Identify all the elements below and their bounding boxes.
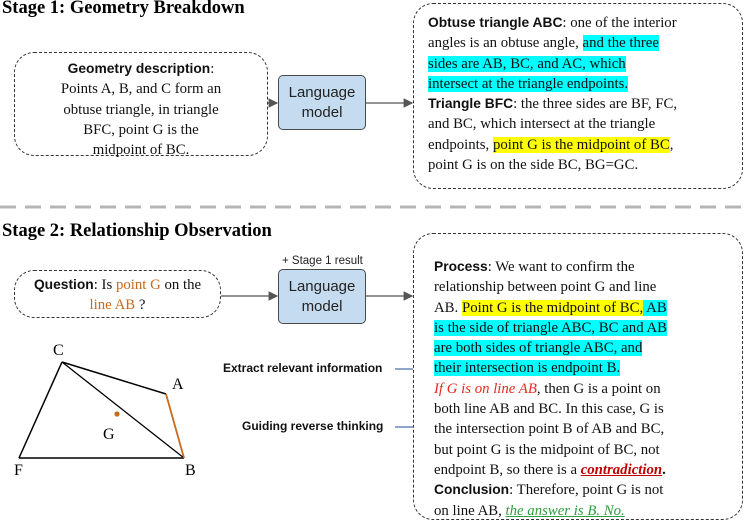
process-line-5 bbox=[434, 338, 667, 358]
stage1-model-line2: model bbox=[301, 103, 343, 121]
stage2-model-line1: Language bbox=[288, 277, 356, 295]
label-A: A bbox=[172, 376, 184, 393]
process-answer: the answer is B. No. bbox=[505, 502, 625, 519]
extract-annotation: Extract relevant information bbox=[223, 361, 383, 375]
segment-CA bbox=[62, 362, 166, 394]
process-hypothesis: If G is on line AB bbox=[434, 380, 537, 397]
triangle-bfc-text-1: : the three sides are BF, FC, bbox=[513, 96, 678, 113]
process-line-11 bbox=[434, 460, 667, 480]
process-line-12 bbox=[434, 480, 667, 500]
process-text-3: AB. bbox=[434, 299, 462, 316]
question-line-1 bbox=[15, 275, 220, 295]
process-ab-highlight: AB bbox=[643, 299, 667, 316]
segment-AB bbox=[166, 394, 184, 458]
process-line-8: both line AB and BC. In this case, G is bbox=[434, 401, 664, 418]
process-box bbox=[413, 233, 743, 520]
question-line-ab: line AB bbox=[89, 297, 136, 314]
triangle-bfc-comma: , bbox=[669, 136, 674, 153]
obtuse-triangle-text-2: angles is an obtuse angle, bbox=[428, 35, 583, 52]
process-highlight-5: are both sides of triangle ABC, and bbox=[434, 340, 643, 357]
process-text-13: on line AB, bbox=[434, 502, 506, 519]
process-line-10: but point G is the midpoint of BC, not bbox=[434, 441, 660, 458]
midpoint-G bbox=[114, 411, 119, 416]
process-line-2: relationship between point G and line bbox=[434, 279, 657, 296]
process-highlight-4: is the side of triangle ABC, BC and AB bbox=[434, 319, 668, 336]
process-text-7: , then G is a point on bbox=[536, 380, 661, 397]
segment-CF bbox=[19, 362, 62, 458]
triangle-bfc-text-3: endpoints, bbox=[428, 136, 493, 153]
label-B: B bbox=[185, 462, 196, 479]
label-C: C bbox=[53, 342, 64, 359]
stage1-model-line1: Language bbox=[288, 83, 356, 101]
process-line-3 bbox=[434, 298, 667, 318]
stage2-model-line2: model bbox=[301, 297, 343, 315]
process-text-12: : Therefore, point G is not bbox=[509, 482, 664, 499]
question-box bbox=[14, 270, 221, 318]
obtuse-triangle-highlight-3: intersect at the triangle endpoints. bbox=[428, 75, 629, 92]
process-line-1 bbox=[434, 257, 667, 277]
process-line-4 bbox=[434, 318, 667, 338]
conclusion-heading: Conclusion bbox=[434, 482, 510, 498]
question-text-3: ? bbox=[135, 297, 146, 314]
process-line-9: the intersection point B of AB and BC, bbox=[434, 421, 665, 438]
obtuse-triangle-highlight-2: sides are AB, BC, and AC, which bbox=[428, 55, 626, 72]
process-line-7 bbox=[434, 379, 667, 399]
process-contradiction: contradiction bbox=[580, 461, 663, 478]
process-text-1: : We want to confirm the bbox=[487, 259, 635, 275]
label-G: G bbox=[103, 426, 115, 443]
triangle-bfc-line-2: and BC, which intersect at the triangle bbox=[428, 116, 656, 133]
triangle-bfc-line-4: point G is on the side BC, BG=GC. bbox=[428, 157, 639, 174]
process-highlight-6: their intersection is endpoint B. bbox=[434, 360, 621, 377]
segment-CB bbox=[62, 362, 184, 458]
process-line-13 bbox=[434, 501, 667, 521]
process-line-6 bbox=[434, 358, 667, 378]
process-heading: Process bbox=[434, 259, 488, 274]
question-line-2 bbox=[15, 295, 220, 315]
stage1-result-label: + Stage 1 result bbox=[282, 255, 363, 267]
obtuse-triangle-heading: Obtuse triangle ABC bbox=[428, 15, 563, 30]
geometry-description-line-4: midpoint of BC. bbox=[92, 142, 190, 159]
question-heading: Question bbox=[33, 277, 94, 292]
question-text-2: on the bbox=[160, 277, 202, 293]
geometry-description-line-1: Points A, B, and C form an bbox=[60, 81, 222, 98]
geometry-description-heading: Geometry description bbox=[67, 61, 211, 76]
process-text-11: endpoint B, so there is a bbox=[434, 461, 581, 478]
reverse-annotation: Guiding reverse thinking bbox=[242, 419, 384, 433]
geometry-description-line-2: obtuse triangle, in triangle bbox=[63, 101, 219, 118]
question-text-1: Is bbox=[97, 277, 116, 293]
geometry-description-colon: : bbox=[210, 61, 215, 77]
obtuse-triangle-highlight-1: and the three bbox=[582, 35, 659, 52]
stage2-language-model-box bbox=[278, 269, 366, 324]
triangle-figure bbox=[19, 362, 184, 458]
triangle-bfc-heading: Triangle BFC bbox=[428, 96, 514, 112]
stage2-title: Stage 2: Relationship Observation bbox=[2, 221, 272, 241]
question-colon: : bbox=[93, 277, 98, 293]
stage1-title: Stage 1: Geometry Breakdown bbox=[2, 0, 245, 18]
obtuse-triangle-text-1: : one of the interior bbox=[562, 15, 677, 31]
process-period: . bbox=[662, 461, 666, 478]
midpoint-highlight: point G is the midpoint of BC bbox=[492, 136, 670, 153]
process-midpoint-highlight: Point G is the midpoint of BC, bbox=[461, 299, 644, 316]
geometry-description-line-3: BFC, point G is the bbox=[83, 121, 199, 138]
label-F: F bbox=[14, 462, 23, 479]
question-point-g: point G bbox=[115, 277, 161, 293]
